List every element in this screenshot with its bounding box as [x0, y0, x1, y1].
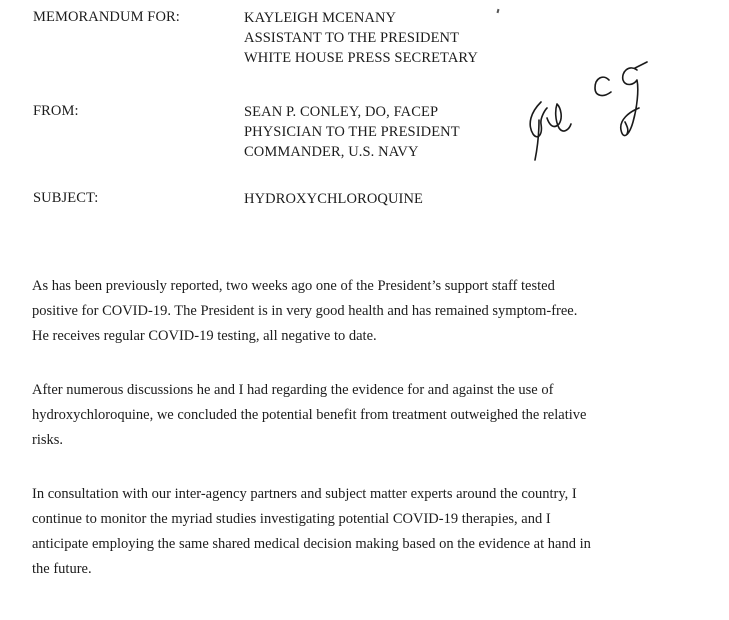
body-line: risks.: [32, 432, 64, 448]
memo-subject-value: [244, 189, 423, 209]
signature-stroke: [635, 62, 647, 68]
memo-subject-label: SUBJECT:: [33, 190, 99, 206]
memo-from-line: PHYSICIAN TO THE PRESIDENT: [244, 124, 460, 140]
memo-from-line: SEAN P. CONLEY, DO, FACEP: [244, 104, 439, 120]
memo-to-line: ASSISTANT TO THE PRESIDENT: [244, 30, 460, 46]
body-line: After numerous discussions he and I had regarding the evidence for and against the use of: [32, 382, 554, 398]
signature-stroke: [535, 120, 539, 160]
body-paragraph: [32, 274, 722, 349]
memo-to-line: KAYLEIGH MCENANY: [244, 10, 397, 26]
memo-to-value: [244, 8, 478, 68]
body-paragraph: [32, 482, 722, 582]
signature-strokes: [530, 62, 647, 160]
body-line: hydroxychloroquine, we concluded the potential benefit from treatment outweighed the relative: [32, 407, 587, 423]
body-line: In consultation with our inter-agency partners and subject matter experts around the country, I: [32, 486, 577, 502]
signature-stroke: [625, 122, 628, 134]
body-line: He receives regular COVID-19 testing, all negative to date.: [32, 328, 377, 344]
memo-from-value: [244, 102, 460, 162]
body-line: As has been previously reported, two weeks ago one of the President’s support staff tested: [32, 278, 555, 294]
memo-to-line: WHITE HOUSE PRESS SECRETARY: [244, 50, 478, 66]
signature-stroke: [595, 77, 611, 95]
memo-from-label: FROM:: [33, 103, 79, 119]
signature-stroke: [621, 68, 639, 136]
handwritten-signature: [525, 60, 675, 170]
body-line: the future.: [32, 561, 92, 577]
memo-to-label: MEMORANDUM FOR:: [33, 9, 180, 25]
body-paragraph: [32, 378, 722, 453]
body-line: anticipate employing the same shared medical decision making based on the evidence at hand in: [32, 536, 591, 552]
memo-subject-line: HYDROXYCHLOROQUINE: [244, 191, 424, 207]
memo-from-line: COMMANDER, U.S. NAVY: [244, 144, 419, 160]
signature-stroke: [547, 104, 571, 131]
stray-mark: [497, 9, 500, 13]
body-line: positive for COVID-19. The President is in very good health and has remained symptom-free.: [32, 303, 578, 319]
body-line: continue to monitor the myriad studies investigating potential COVID-19 therapies, and I: [32, 511, 551, 527]
